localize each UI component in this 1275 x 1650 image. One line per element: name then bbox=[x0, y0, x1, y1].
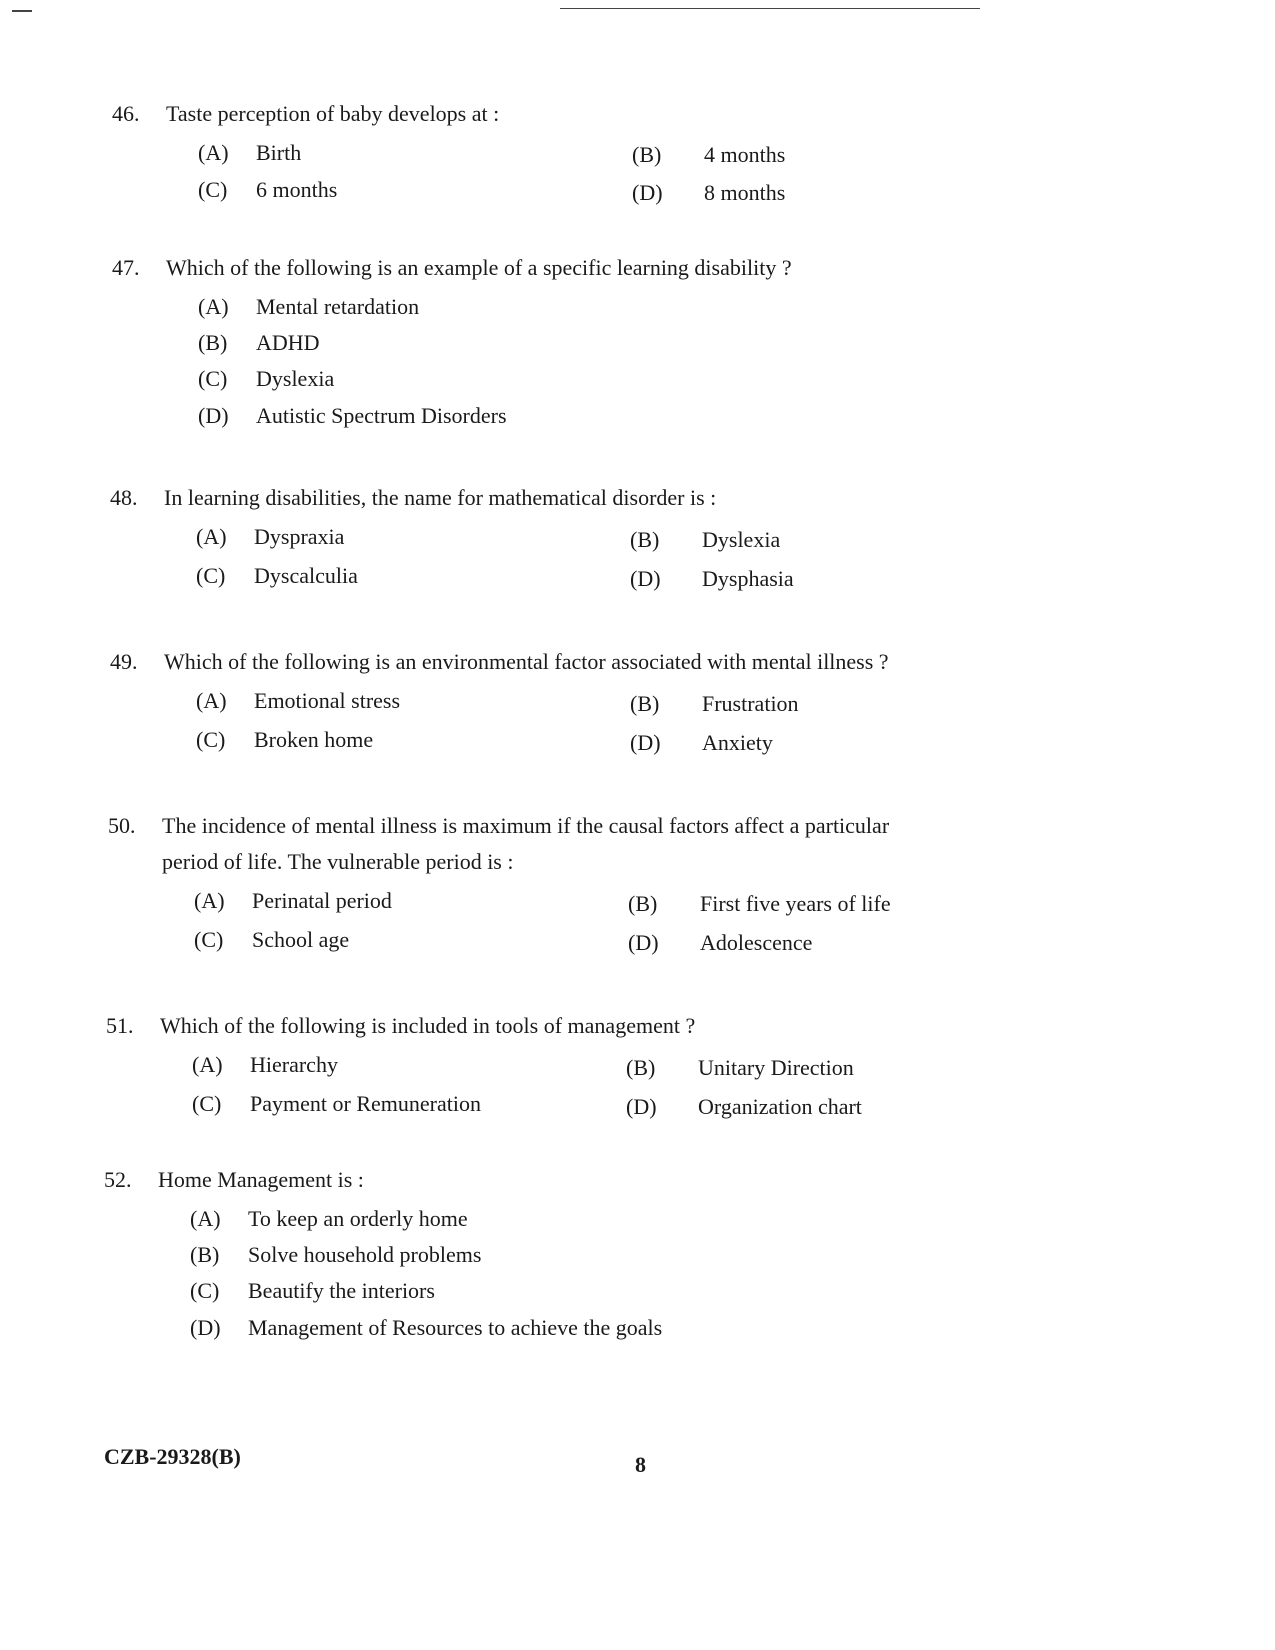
option-text: ADHD bbox=[256, 330, 320, 355]
option-label: (C) bbox=[198, 177, 228, 202]
option-text: Dyslexia bbox=[256, 366, 335, 391]
question-number: 46. bbox=[112, 101, 140, 126]
option-text: Management of Resources to achieve the goals bbox=[248, 1315, 663, 1340]
option-label: (A) bbox=[196, 524, 227, 549]
top-mark-left bbox=[12, 10, 32, 12]
option-label: (C) bbox=[196, 727, 226, 752]
option-text: To keep an orderly home bbox=[248, 1206, 468, 1231]
option-label: (A) bbox=[194, 888, 225, 913]
page-number: 8 bbox=[635, 1452, 646, 1477]
question-number: 51. bbox=[106, 1013, 134, 1038]
option-text: Dyslexia bbox=[702, 527, 781, 552]
question-number: 48. bbox=[110, 485, 138, 510]
option-label: (A) bbox=[198, 140, 229, 165]
option-label: (B) bbox=[190, 1242, 220, 1267]
option-text: Broken home bbox=[254, 727, 374, 752]
question-text-line-2: period of life. The vulnerable period is : bbox=[162, 849, 514, 874]
question-text: Which of the following is included in tools of management ? bbox=[160, 1013, 696, 1038]
option-label: (D) bbox=[630, 730, 661, 755]
option-label: (C) bbox=[194, 927, 224, 952]
option-label: (D) bbox=[632, 180, 663, 205]
option-text: Birth bbox=[256, 140, 302, 165]
option-label: (B) bbox=[630, 691, 660, 716]
option-text: Dysphasia bbox=[702, 566, 794, 591]
option-text: Unitary Direction bbox=[698, 1055, 854, 1080]
option-text: Autistic Spectrum Disorders bbox=[256, 403, 507, 428]
option-text: Anxiety bbox=[702, 730, 773, 755]
question-text: The incidence of mental illness is maximum if the causal factors affect a particular bbox=[162, 813, 890, 838]
question-number: 49. bbox=[110, 649, 138, 674]
option-label: (D) bbox=[190, 1315, 221, 1340]
option-label: (A) bbox=[192, 1052, 223, 1077]
option-label: (D) bbox=[626, 1094, 657, 1119]
option-label: (D) bbox=[630, 566, 661, 591]
question-text: Home Management is : bbox=[158, 1167, 364, 1192]
option-label: (A) bbox=[190, 1206, 221, 1231]
option-label: (C) bbox=[196, 563, 226, 588]
question-number: 47. bbox=[112, 255, 140, 280]
option-text: Organization chart bbox=[698, 1094, 862, 1119]
option-label: (D) bbox=[198, 403, 229, 428]
question-text: Which of the following is an environmental factor associated with mental illness ? bbox=[164, 649, 889, 674]
option-label: (B) bbox=[630, 527, 660, 552]
option-text: 6 months bbox=[256, 177, 338, 202]
option-text: Dyspraxia bbox=[254, 524, 345, 549]
option-text: Mental retardation bbox=[256, 294, 420, 319]
option-label: (D) bbox=[628, 930, 659, 955]
paper-code: CZB-29328(B) bbox=[104, 1444, 241, 1469]
option-text: First five years of life bbox=[700, 891, 891, 916]
option-text: Solve household problems bbox=[248, 1242, 482, 1267]
option-label: (A) bbox=[196, 688, 227, 713]
option-label: (B) bbox=[198, 330, 228, 355]
question-text: Taste perception of baby develops at : bbox=[166, 101, 500, 126]
option-text: 4 months bbox=[704, 142, 786, 167]
option-text: Emotional stress bbox=[254, 688, 401, 713]
option-text: Beautify the interiors bbox=[248, 1278, 435, 1303]
top-rule bbox=[560, 8, 980, 9]
question-number: 50. bbox=[108, 813, 136, 838]
option-label: (C) bbox=[192, 1091, 222, 1116]
question-text: Which of the following is an example of a specific learning disability ? bbox=[166, 255, 792, 280]
option-text: School age bbox=[252, 927, 350, 952]
question-number: 52. bbox=[104, 1167, 132, 1192]
option-text: Dyscalculia bbox=[254, 563, 358, 588]
question-text: In learning disabilities, the name for mathematical disorder is : bbox=[164, 485, 717, 510]
option-text: Frustration bbox=[702, 691, 799, 716]
option-text: 8 months bbox=[704, 180, 786, 205]
option-label: (B) bbox=[628, 891, 658, 916]
option-text: Hierarchy bbox=[250, 1052, 338, 1077]
option-label: (A) bbox=[198, 294, 229, 319]
option-label: (C) bbox=[198, 366, 228, 391]
option-text: Perinatal period bbox=[252, 888, 392, 913]
option-text: Payment or Remuneration bbox=[250, 1091, 481, 1116]
option-label: (B) bbox=[626, 1055, 656, 1080]
option-label: (C) bbox=[190, 1278, 220, 1303]
option-text: Adolescence bbox=[700, 930, 813, 955]
option-label: (B) bbox=[632, 142, 662, 167]
